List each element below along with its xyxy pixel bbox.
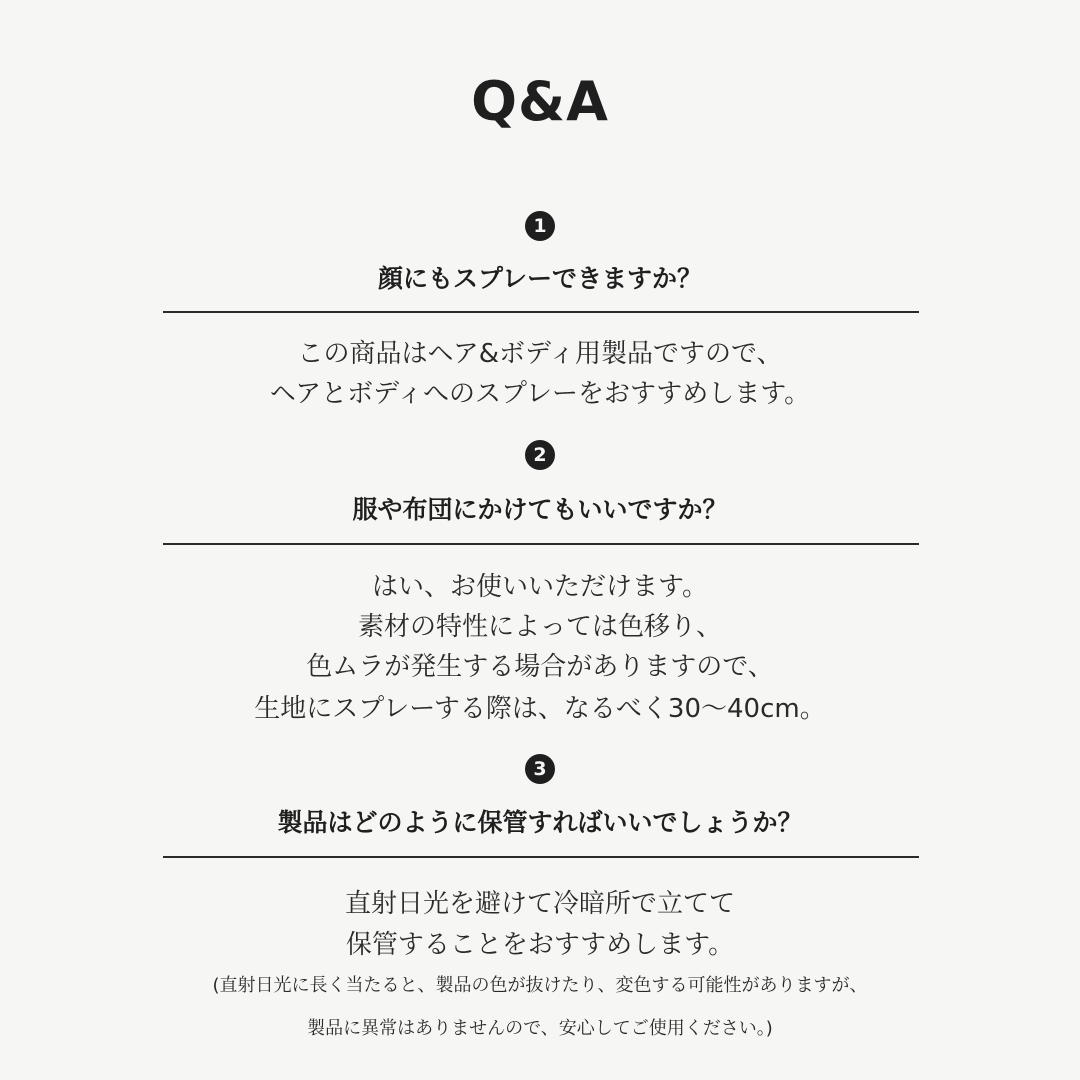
answer-2-line-4: 生地にスプレーする際は、なるべく30〜40cm。 bbox=[254, 694, 826, 724]
question-number-1-badge: 1 bbox=[525, 211, 555, 241]
answer-1-line-2: ヘアとボディへのスプレーをおすすめします。 bbox=[269, 379, 811, 409]
question-3: 製品はどのように保管すればいいでしょうか？ bbox=[277, 808, 803, 837]
page-title: Q&A bbox=[471, 70, 609, 133]
answer-2-line-2: 素材の特性によっては色移り、 bbox=[357, 612, 722, 642]
divider-2 bbox=[163, 543, 919, 545]
question-number-2-badge: 2 bbox=[525, 440, 555, 470]
answer-3-note-line-2: 製品に異常はありませんので、安心してご使用ください。) bbox=[307, 1018, 773, 1039]
question-1: 顔にもスプレーできますか？ bbox=[377, 264, 702, 293]
question-number-3-badge: 3 bbox=[525, 754, 555, 784]
answer-2-line-3: 色ムラが発生する場合がありますので、 bbox=[306, 652, 774, 682]
answer-1-line-1: この商品はヘア&ボディ用製品ですので、 bbox=[297, 339, 783, 369]
divider-1 bbox=[163, 311, 919, 313]
answer-3-note-line-1: (直射日光に長く当たると、製品の色が抜けたり、変色する可能性がありますが、 bbox=[212, 975, 868, 996]
divider-3 bbox=[163, 856, 919, 858]
question-2: 服や布団にかけてもいいですか？ bbox=[352, 495, 728, 524]
answer-3-line-2: 保管することをおすすめします。 bbox=[345, 930, 735, 960]
answer-2-line-1: はい、お使いいただけます。 bbox=[372, 572, 708, 602]
answer-3-line-1: 直射日光を避けて冷暗所で立てて bbox=[344, 889, 735, 919]
